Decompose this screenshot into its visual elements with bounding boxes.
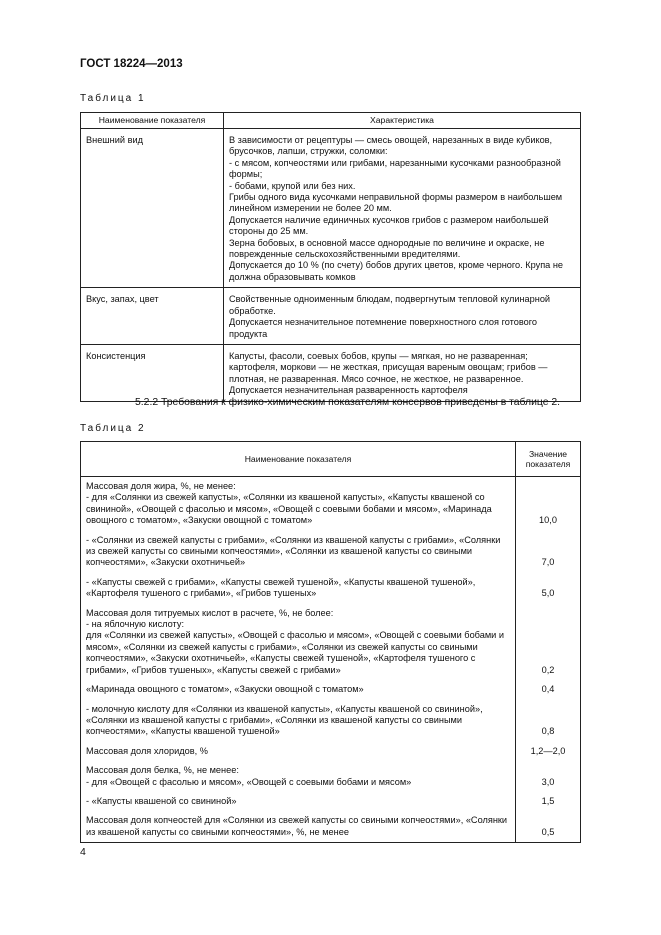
document-header: ГОСТ 18224—2013 <box>80 58 183 70</box>
table-row <box>81 288 581 345</box>
table1 <box>80 112 581 402</box>
table-row <box>81 344 581 401</box>
table2-cell-name <box>81 477 516 531</box>
table2-cell-name <box>81 792 516 811</box>
table2-cell-value: 5,0 <box>516 573 581 604</box>
table2 <box>80 441 581 843</box>
table2-cell-value: 0,4 <box>516 680 581 699</box>
table2-cell-value: 0,5 <box>516 811 581 842</box>
text-line: Грибы одного вида кусочками неправильной формы размером в наибольшем линейном измерении не более 20 мм. <box>229 192 563 214</box>
table2-cell-name <box>81 604 516 680</box>
text-line: - «Солянки из свежей капусты с грибами», «Солянки из квашеной капусты с грибами», «Солянки из свежей капусты со свиными копчеостями», «Солянки из квашеной капусты со свиными копчеостями», «Закуски охотничьей» <box>86 534 501 568</box>
page-number: 4 <box>80 846 86 858</box>
table2-cell-name <box>81 700 516 742</box>
text-line: Зерна бобовых, в основной массе однородные по величине и окраске, не поврежденные сельскохозяйственными вредителями. <box>229 237 545 260</box>
text-line: Допускается незначительное потемнение поверхностного слоя готового продукта <box>229 317 537 339</box>
text-line: Свойственные одноименным блюдам, подвергнутым тепловой кулинарной обработке. <box>229 294 551 316</box>
table1-caption: Таблица 1 <box>80 93 146 104</box>
text-line: Допускается незначительная разваренность картофеля <box>229 385 468 396</box>
text-line: - бобами, крупой или без них. <box>229 180 356 191</box>
table2-caption: Таблица 2 <box>80 423 146 434</box>
table2-cell-name <box>81 573 516 604</box>
table2-cell-value: 3,0 <box>516 761 581 792</box>
table-row <box>81 792 581 811</box>
text-line: Массовая доля белка, %, не менее: <box>86 765 239 776</box>
text-line: Массовая доля хлоридов, % <box>86 745 208 756</box>
text-line: В зависимости от рецептуры — смесь овощей, нарезанных в виде кубиков, брусочков, лапши, стружки, соломки: <box>229 135 553 157</box>
text-line: Капусты, фасоли, соевых бобов, крупы — мягкая, но не разваренная; картофеля, моркови — не жесткая, присущая вареным овощам; грибов — плотная, не разваренная. Мясо сочное, не жесткое, не разваренное. <box>229 350 548 384</box>
table2-header-row <box>81 442 581 477</box>
table-row <box>81 742 581 761</box>
section-paragraph: 5.2.2 Требования к физико-химическим показателям консервов приведены в таблице 2. <box>135 397 561 408</box>
table1-cell-name: Консистенция <box>81 344 224 401</box>
table-row <box>81 531 581 573</box>
table-row <box>81 680 581 699</box>
table2-header-name: Наименование показателя <box>81 442 516 477</box>
text-line: Массовая доля жира, %, не менее: <box>86 481 236 491</box>
table2-cell-value: 7,0 <box>516 531 581 573</box>
table-row <box>81 811 581 842</box>
text-line: Массовая доля титруемых кислот в расчете, %, не более: <box>86 607 334 618</box>
table2-cell-value: 0,8 <box>516 700 581 742</box>
table1-header-name: Наименование показателя <box>81 113 224 129</box>
table1-cell-name: Вкус, запах, цвет <box>81 288 224 345</box>
text-line: - «Капусты свежей с грибами», «Капусты свежей тушеной», «Капусты квашеной тушеной», «Картофеля тушеного с грибами», «Грибов тушеных» <box>86 576 476 599</box>
table1-header-characteristic: Характеристика <box>224 113 581 129</box>
table2-cell-name <box>81 531 516 573</box>
text-line: - для «Овощей с фасолью и мясом», «Овощей с соевыми бобами и мясом» <box>86 776 412 787</box>
table2-cell-value: 1,2—2,0 <box>516 742 581 761</box>
text-line: - на яблочную кислоту: <box>86 619 185 630</box>
text-line: «Маринада овощного с томатом», «Закуски овощной с томатом» <box>86 684 364 695</box>
table1-cell-name: Внешний вид <box>81 129 224 288</box>
table2-cell-name <box>81 761 516 792</box>
table1-header-row <box>81 113 581 129</box>
text-line: Допускается наличие единичных кусочков грибов с размером наибольшей стороны до 25 мм. <box>229 214 549 237</box>
table2-cell-name <box>81 811 516 842</box>
text-line: - молочную кислоту для «Солянки из квашеной капусты», «Капусты квашеной со свининой», «Солянки из квашеной капусты с грибами», «Солянки из квашеной капусты со свиными копчеостями», «Капусты квашеной тушеной» <box>86 703 483 737</box>
table-row <box>81 129 581 288</box>
table2-cell-name <box>81 742 516 761</box>
table1-cell-characteristic <box>224 288 581 345</box>
text-line: - «Капусты квашеной со свининой» <box>86 795 237 806</box>
text-line: для «Солянки из свежей капусты», «Овощей с фасолью и мясом», «Овощей с соевыми бобами и мясом», «Солянки из свежей капусты с грибами», «Солянки из свежей капусты со свиными копчеостями», «Закуски охотничьей», «Капусты свежей тушеной», «Картофеля тушеного с грибами», «Грибов тушеных», «Капусты свежей с грибами» <box>86 630 504 675</box>
table2-header-value: Значение показателя <box>516 442 581 477</box>
table2-cell-value: 10,0 <box>516 477 581 531</box>
table-row <box>81 477 581 531</box>
table2-cell-value: 1,5 <box>516 792 581 811</box>
table-row <box>81 761 581 792</box>
table2-cell-name <box>81 680 516 699</box>
table-row <box>81 573 581 604</box>
table1-cell-characteristic <box>224 129 581 288</box>
text-line: - для «Солянки из свежей капусты», «Солянки из квашеной капусты», «Капусты квашеной со свининой», «Овощей с фасолью и мясом», «Овощей с соевыми бобами и мясом», «Маринада овощного с томатом», «Закуски овощной с томатом» <box>86 492 492 526</box>
table1-cell-characteristic <box>224 344 581 401</box>
table-row <box>81 700 581 742</box>
table-row <box>81 604 581 680</box>
table2-cell-value: 0,2 <box>516 604 581 680</box>
text-line: Допускается до 10 % (по счету) бобов других цветов, кроме черного. Крупа не должна образовывать комков <box>229 260 564 282</box>
text-line: - с мясом, копчеостями или грибами, нарезанными кусочками разнообразной формы; <box>229 157 561 180</box>
text-line: Массовая доля копчеостей для «Солянки из свежей капусты со свиными копчеостями», «Солянки из квашеной капусты со свиными копчеостями», %, не менее <box>86 815 508 837</box>
